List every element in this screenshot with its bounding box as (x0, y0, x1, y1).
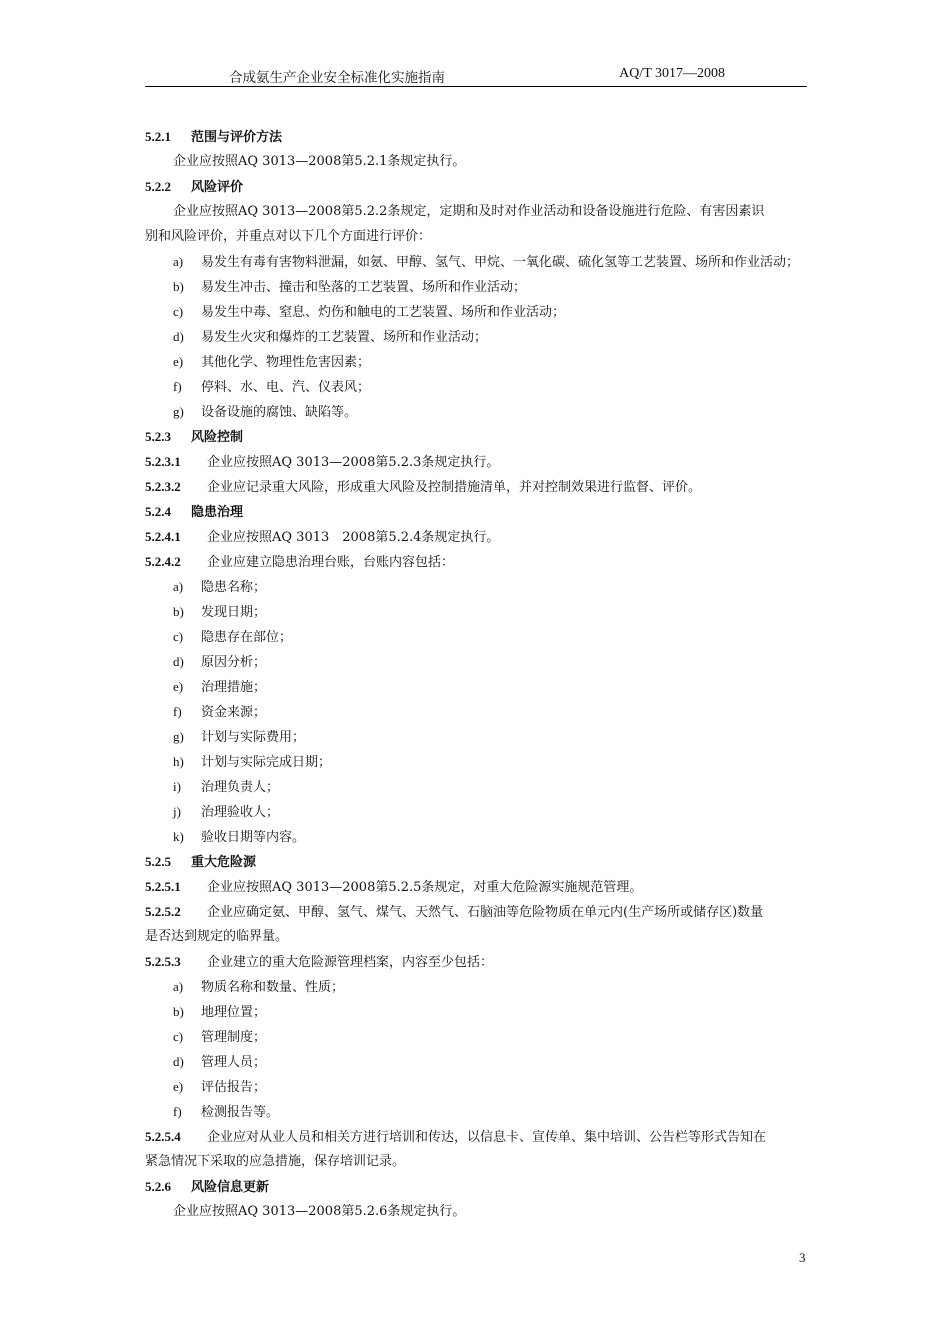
list-item-text: 设备设施的腐蚀、缺陷等。 (201, 405, 358, 420)
subclause-text: 企业应对从业人员和相关方进行培训和传达，以信息卡、宣传单、集中培训、公告栏等形式告知在 (207, 1130, 767, 1145)
list-item-label: a) (173, 579, 184, 594)
page-header (145, 66, 807, 87)
list-item-text: 治理负责人； (201, 780, 280, 795)
paragraph: 企业应按照AQ 3013—2008第5.2.1条规定执行。 (173, 154, 466, 169)
list-item-text: 管理制度； (201, 1030, 267, 1045)
list-item (145, 1099, 815, 1124)
paragraph: 企业应按照AQ 3013—2008第5.2.2条规定，定期和及时对作业活动和设备设施进行危险、有害因素识 (173, 204, 765, 219)
list-item-label: a) (173, 254, 184, 269)
list-item (145, 1074, 815, 1099)
paragraph-continuation: 是否达到规定的临界量。 (145, 929, 289, 944)
list-item (145, 299, 815, 324)
header-standard-code: AQ/T 3017—2008 (619, 66, 725, 81)
list-item (145, 774, 815, 799)
list-item (145, 249, 815, 274)
list-item-label: i) (173, 779, 181, 794)
subclause-text: 企业应按照AQ 3013—2008第5.2.5条规定，对重大危险源实施规范管理。 (207, 880, 643, 895)
list-item (145, 699, 815, 724)
subclause (145, 474, 815, 499)
list-item-label: e) (173, 679, 184, 694)
list-item-label: b) (173, 279, 184, 294)
subclause-number: 5.2.5.1 (145, 879, 181, 894)
section-title: 风险信息更新 (191, 1180, 270, 1195)
list-item (145, 274, 815, 299)
list-item-text: 易发生冲击、撞击和坠落的工艺装置、场所和作业活动； (201, 280, 527, 295)
list-item (145, 324, 815, 349)
list-item-label: e) (173, 354, 184, 369)
list-item-label: e) (173, 1079, 184, 1094)
subclause (145, 549, 815, 574)
list-item-label: d) (173, 654, 184, 669)
section-title: 范围与评价方法 (191, 130, 283, 145)
list-item-text: 治理验收人； (201, 805, 280, 820)
document-body (145, 124, 815, 1224)
hazard-ledger-list (145, 574, 815, 849)
section-number: 5.2.4 (145, 504, 171, 519)
subclause-number: 5.2.3.2 (145, 479, 181, 494)
list-item-text: 计划与实际费用； (201, 730, 306, 745)
page-number: 3 (799, 1250, 806, 1265)
list-item (145, 974, 815, 999)
list-item (145, 374, 815, 399)
section-heading (145, 174, 815, 199)
list-item (145, 999, 815, 1024)
subclause (145, 449, 815, 474)
list-item-label: h) (173, 754, 184, 769)
list-item-text: 易发生火灾和爆炸的工艺装置、场所和作业活动； (201, 330, 488, 345)
list-item (145, 624, 815, 649)
paragraph-continuation: 别和风险评价，并重点对以下几个方面进行评价： (145, 229, 432, 244)
subclause-number: 5.2.5.3 (145, 954, 181, 969)
section-number: 5.2.3 (145, 429, 171, 444)
subclause (145, 874, 815, 899)
list-item-label: g) (173, 729, 184, 744)
list-item-label: f) (173, 379, 182, 394)
list-item (145, 599, 815, 624)
list-item-label: d) (173, 1054, 184, 1069)
section-heading (145, 499, 815, 524)
list-item (145, 1049, 815, 1074)
subclause-number: 5.2.3.1 (145, 454, 181, 469)
list-item-text: 原因分析； (201, 655, 267, 670)
list-item-text: 验收日期等内容。 (201, 830, 306, 845)
list-item-text: 隐患名称； (201, 580, 267, 595)
list-item-text: 易发生中毒、窒息、灼伤和触电的工艺装置、场所和作业活动； (201, 305, 566, 320)
paragraph: 企业应按照AQ 3013—2008第5.2.6条规定执行。 (173, 1204, 466, 1219)
subclause-text: 企业应按照AQ 3013—2008第5.2.3条规定执行。 (207, 455, 500, 470)
subclause-number: 5.2.5.2 (145, 904, 181, 919)
section-title: 隐患治理 (191, 505, 244, 520)
section-number: 5.2.5 (145, 854, 171, 869)
subclause (145, 1124, 815, 1149)
section-number: 5.2.2 (145, 179, 171, 194)
list-item-text: 评估报告； (201, 1080, 267, 1095)
list-item-text: 资金来源； (201, 705, 267, 720)
subclause-text: 企业建立的重大危险源管理档案，内容至少包括： (207, 955, 494, 970)
subclause-number: 5.2.5.4 (145, 1129, 181, 1144)
major-hazard-file-list (145, 974, 815, 1124)
subclause-text: 企业应确定氨、甲醇、氢气、煤气、天然气、石脑油等危险物质在单元内(生产场所或储存区)数量 (207, 905, 764, 920)
subclause (145, 524, 815, 549)
list-item (145, 574, 815, 599)
list-item-label: c) (173, 304, 184, 319)
section-heading (145, 424, 815, 449)
section-number: 5.2.1 (145, 129, 171, 144)
list-item-label: k) (173, 829, 184, 844)
list-item-text: 停料、水、电、汽、仪表风； (201, 380, 371, 395)
list-item (145, 724, 815, 749)
list-item (145, 649, 815, 674)
list-item-label: j) (173, 804, 181, 819)
list-item-label: c) (173, 629, 184, 644)
section-heading (145, 849, 815, 874)
subclause-number: 5.2.4.1 (145, 529, 181, 544)
subclause (145, 949, 815, 974)
list-item-text: 计划与实际完成日期； (201, 755, 332, 770)
list-item (145, 824, 815, 849)
section-title: 风险控制 (191, 430, 244, 445)
section-heading (145, 124, 815, 149)
list-item-label: a) (173, 979, 184, 994)
list-item-text: 其他化学、物理性危害因素； (201, 355, 371, 370)
section-number: 5.2.6 (145, 1179, 171, 1194)
list-item-text: 物质名称和数量、性质； (201, 980, 345, 995)
list-item (145, 1024, 815, 1049)
list-item-text: 地理位置； (201, 1005, 267, 1020)
list-item (145, 674, 815, 699)
subclause-text: 企业应按照AQ 3013 2008第5.2.4条规定执行。 (207, 530, 500, 545)
list-item-text: 管理人员； (201, 1055, 267, 1070)
list-item-text: 隐患存在部位； (201, 630, 293, 645)
list-item-text: 治理措施； (201, 680, 267, 695)
list-item-label: c) (173, 1029, 184, 1044)
list-item-label: b) (173, 1004, 184, 1019)
list-item-text: 易发生有毒有害物料泄漏，如氨、甲醇、氢气、甲烷、一氧化碳、硫化氢等工艺装置、场所和作业活动； (201, 255, 800, 270)
list-item-label: b) (173, 604, 184, 619)
list-item-label: g) (173, 404, 184, 419)
list-item-label: f) (173, 1104, 182, 1119)
list-item (145, 349, 815, 374)
subclause (145, 899, 815, 924)
list-item (145, 399, 815, 424)
list-item-label: f) (173, 704, 182, 719)
paragraph-continuation: 紧急情况下采取的应急措施，保存培训记录。 (145, 1154, 406, 1169)
subclause-number: 5.2.4.2 (145, 554, 181, 569)
section-heading (145, 1174, 815, 1199)
list-item-text: 检测报告等。 (201, 1105, 280, 1120)
hazard-assessment-list (145, 249, 815, 424)
list-item-label: d) (173, 329, 184, 344)
list-item (145, 799, 815, 824)
section-title: 风险评价 (191, 180, 244, 195)
list-item-text: 发现日期； (201, 605, 267, 620)
section-title: 重大危险源 (191, 855, 257, 870)
subclause-text: 企业应建立隐患治理台账，台账内容包括： (207, 555, 455, 570)
header-title: 合成氨生产企业安全标准化实施指南 (229, 70, 445, 86)
list-item (145, 749, 815, 774)
subclause-text: 企业应记录重大风险，形成重大风险及控制措施清单，并对控制效果进行监督、评价。 (207, 480, 702, 495)
